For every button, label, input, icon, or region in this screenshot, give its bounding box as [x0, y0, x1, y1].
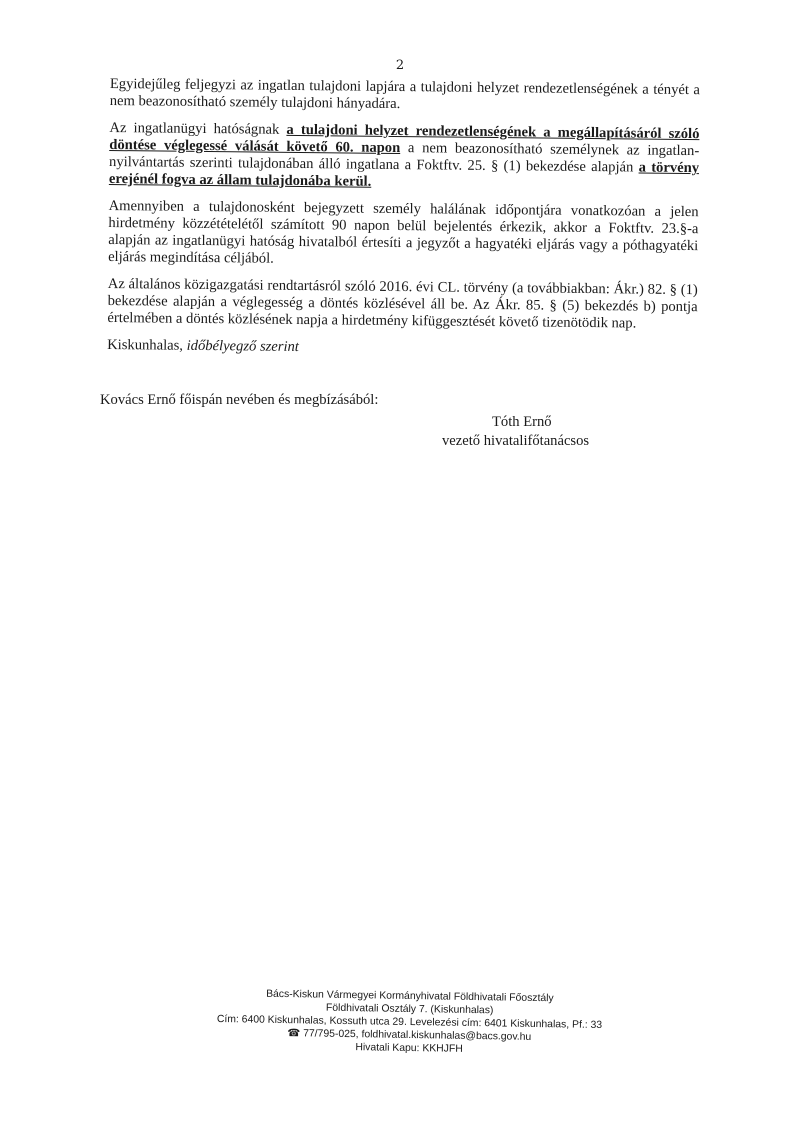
body-text — [107, 76, 700, 370]
place-date-line — [107, 337, 697, 360]
paragraph-4: Az általános közigazgatási rendtartásról szóló 2016. évi CL. törvény (a továbbiakban: Ákr.) 82. § (1) bekezdése alapján a véglegesség a döntés közlésével áll be. Az Ákr. 85. § (5) bekezdés b) pontja értelmében a döntés közlésének napja a hirdetmény kifüggesztését követő tizenötödik nap. — [107, 275, 698, 332]
signatory-name: Tóth Ernő — [492, 414, 552, 430]
signature-intro: Kovács Ernő főispán nevében és megbízásából: — [100, 392, 379, 408]
footer — [149, 986, 670, 1059]
place-date: időbélyegző szerint — [186, 337, 299, 355]
page-number: 2 — [395, 58, 405, 73]
paragraph-3: Amennyiben a tulajdonosként bejegyzett személy halálának időpontjára vonatkozóan a jelen hirdetmény közzétételétől számított 90 napon belül bejelentés érkezik, akkor a Foktftv. 23.§-a alapján az ingatlanügyi hatóság hivatalból értesíti a jegyzőt a hagyatéki eljárás vagy a póthagyatéki eljárás megindítása céljából. — [108, 197, 699, 267]
footer-line-2: Földhivatali Osztály 7. (Kiskunhalas) — [325, 1002, 494, 1017]
paragraph-2-emphasis-2: a törvény erejénél fogva az állam tulajdonába kerül. — [108, 159, 700, 190]
paragraph-2-middle: a nem beazonosítható személynek az ingatlan-nyilvántartás szerinti tulajdonában álló ingatlana a Foktftv. 25. § (1) bekezdése alapján — [109, 140, 700, 176]
paragraph-2 — [109, 120, 700, 194]
phone-icon: ☎ — [287, 1028, 304, 1040]
footer-line-1: Bács-Kiskun Vármegyei Kormányhivatal Földhivatali Főosztály — [266, 988, 554, 1005]
paragraph-1: Egyidejűleg feljegyzi az ingatlan tulajdoni lapjára a tulajdoni helyzet rendezetlenségének a tényét a nem beazonosítható személy tulajdoni hányadára. — [109, 76, 700, 113]
footer-contact: 77/795-025, foldhivatal.kiskunhalas@bacs.gov.hu — [303, 1028, 532, 1043]
paragraph-2-emphasis-1: a tulajdoni helyzet rendezetlenségének a megállapításáról szóló döntése véglegessé válását követő 60. napon — [109, 121, 700, 157]
footer-line-3: Cím: 6400 Kiskunhalas, Kossuth utca 29. Levelezési cím: 6401 Kiskunhalas, Pf.: 33 — [216, 1013, 603, 1032]
place: Kiskunhalas, — [107, 336, 187, 354]
footer-line-5: Hivatali Kapu: KKHJFH — [355, 1042, 463, 1055]
signatory-title: vezető hivatalifőtanácsos — [442, 433, 590, 449]
paragraph-2-intro: Az ingatlanügyi hatóságnak — [109, 119, 287, 138]
